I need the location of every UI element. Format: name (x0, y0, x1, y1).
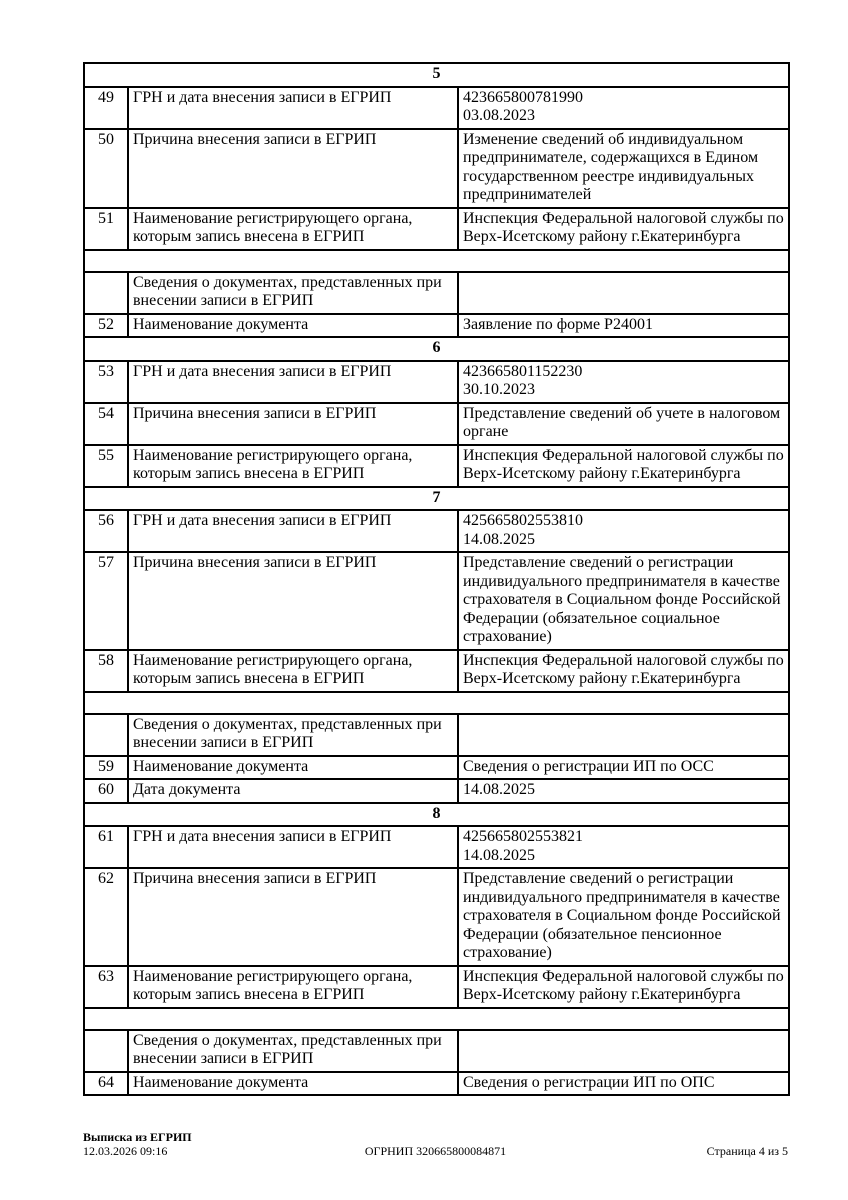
field-value-line: 14.08.2025 (463, 846, 535, 864)
egrip-records-table (83, 62, 790, 1096)
field-value-line: 14.08.2025 (463, 530, 535, 548)
field-value-line: Представление сведений о регистрации индивидуального предпринимателя в качестве страхователя в Социальном фонде Российской Федерации (обязательное социальное страхование) (463, 554, 781, 645)
record-row (84, 361, 789, 403)
field-value-cell (458, 756, 789, 780)
record-row (84, 868, 789, 966)
field-value-cell (458, 314, 789, 338)
field-value-cell (458, 129, 789, 208)
field-label-cell: Наименование документа (128, 756, 458, 780)
empty-value-cell (458, 1030, 789, 1072)
field-value-line: Представление сведений о регистрации индивидуального предпринимателя в качестве страхователя в Социальном фонде Российской Федерации (обязательное пенсионное страхование) (463, 870, 781, 961)
spacer-cell (84, 692, 789, 714)
field-label-cell: Дата документа (128, 779, 458, 803)
record-row (84, 445, 789, 487)
footer-datetime: 12.03.2026 09:16 (83, 1143, 168, 1158)
field-value-line: Сведения о регистрации ИП по ОПС (463, 1073, 715, 1091)
record-row (84, 966, 789, 1008)
egrip-table-body (84, 63, 789, 1095)
row-number-cell (84, 272, 128, 314)
row-number-cell: 54 (84, 403, 128, 445)
field-value-cell (458, 445, 789, 487)
field-label-cell: Причина внесения записи в ЕГРИП (128, 129, 458, 208)
footer-doc-type: Выписка из ЕГРИП (83, 1130, 192, 1144)
section-header-row (84, 63, 789, 87)
record-row (84, 314, 789, 338)
field-value-cell (458, 552, 789, 650)
field-value-line: Инспекция Федеральной налоговой службы по Верх-Исетскому району г.Екатеринбурга (463, 446, 784, 482)
section-header-row (84, 487, 789, 511)
subheader-label-cell: Сведения о документах, представленных при внесении записи в ЕГРИП (128, 714, 458, 756)
field-value-line: 425665802553810 (463, 512, 583, 529)
record-row (84, 756, 789, 780)
field-label-cell: Причина внесения записи в ЕГРИП (128, 403, 458, 445)
row-number-cell (84, 1030, 128, 1072)
field-label-cell: Причина внесения записи в ЕГРИП (128, 868, 458, 966)
row-number-cell: 57 (84, 552, 128, 650)
record-row (84, 826, 789, 868)
field-value-cell (458, 403, 789, 445)
record-row (84, 779, 789, 803)
field-value-line: 30.10.2023 (463, 381, 535, 398)
empty-value-cell (458, 714, 789, 756)
field-value-line: 425665802553821 (463, 828, 583, 845)
field-value-cell (458, 650, 789, 692)
field-label-cell: Причина внесения записи в ЕГРИП (128, 552, 458, 650)
subheader-label-cell: Сведения о документах, представленных при внесении записи в ЕГРИП (128, 1030, 458, 1072)
record-row (84, 87, 789, 129)
field-value-line: 03.08.2023 (463, 107, 535, 124)
record-row (84, 208, 789, 250)
field-value-line: Изменение сведений об индивидуальном предпринимателе, содержащихся в Едином государственном реестре индивидуальных предпринимателей (463, 130, 759, 203)
section-number: 8 (84, 803, 789, 827)
field-value-cell (458, 208, 789, 250)
row-number-cell: 63 (84, 966, 128, 1008)
field-value-line: Заявление по форме Р24001 (463, 315, 653, 333)
section-number: 6 (84, 337, 789, 361)
row-number-cell: 61 (84, 826, 128, 868)
section-number: 5 (84, 63, 789, 87)
section-header-row (84, 803, 789, 827)
spacer-cell (84, 1008, 789, 1030)
row-number-cell: 60 (84, 779, 128, 803)
field-value-cell (458, 1072, 789, 1096)
field-value-line: 423665801152230 (463, 362, 583, 380)
field-value-cell (458, 361, 789, 403)
empty-value-cell (458, 272, 789, 314)
field-value-line: Инспекция Федеральной налоговой службы по Верх-Исетскому району г.Екатеринбурга (463, 967, 784, 1003)
spacer-cell (84, 250, 789, 272)
spacer-row (84, 692, 789, 714)
row-number-cell: 58 (84, 650, 128, 692)
field-label-cell: ГРН и дата внесения записи в ЕГРИП (128, 87, 458, 129)
row-number-cell: 56 (84, 510, 128, 552)
record-row (84, 510, 789, 552)
field-value-cell (458, 966, 789, 1008)
field-value-line: Сведения о регистрации ИП по ОСС (463, 757, 714, 775)
row-number-cell: 49 (84, 87, 128, 129)
documents-subheader-row (84, 714, 789, 756)
record-row (84, 552, 789, 650)
field-value-line: Инспекция Федеральной налоговой службы по Верх-Исетскому району г.Екатеринбурга (463, 651, 784, 687)
row-number-cell: 52 (84, 314, 128, 338)
row-number-cell: 59 (84, 756, 128, 780)
row-number-cell (84, 714, 128, 756)
field-value-line: Инспекция Федеральной налоговой службы по Верх-Исетскому району г.Екатеринбурга (463, 209, 784, 245)
record-row (84, 403, 789, 445)
field-label-cell: Наименование регистрирующего органа, которым запись внесена в ЕГРИП (128, 966, 458, 1008)
subheader-label-cell: Сведения о документах, представленных при внесении записи в ЕГРИП (128, 272, 458, 314)
field-value-cell (458, 826, 789, 868)
row-number-cell: 50 (84, 129, 128, 208)
field-label-cell: ГРН и дата внесения записи в ЕГРИП (128, 826, 458, 868)
field-value-cell (458, 87, 789, 129)
field-label-cell: Наименование регистрирующего органа, которым запись внесена в ЕГРИП (128, 208, 458, 250)
field-label-cell: ГРН и дата внесения записи в ЕГРИП (128, 361, 458, 403)
field-value-line: Представление сведений об учете в налоговом органе (463, 404, 781, 440)
documents-subheader-row (84, 1030, 789, 1072)
spacer-row (84, 1008, 789, 1030)
footer-ogrnip: ОГРНИП 320665800084871 (364, 1143, 507, 1158)
field-value-cell (458, 868, 789, 966)
section-header-row (84, 337, 789, 361)
record-row (84, 1072, 789, 1096)
field-label-cell: Наименование регистрирующего органа, которым запись внесена в ЕГРИП (128, 445, 458, 487)
row-number-cell: 62 (84, 868, 128, 966)
spacer-row (84, 250, 789, 272)
row-number-cell: 55 (84, 445, 128, 487)
row-number-cell: 51 (84, 208, 128, 250)
row-number-cell: 53 (84, 361, 128, 403)
field-label-cell: Наименование документа (128, 1072, 458, 1096)
row-number-cell: 64 (84, 1072, 128, 1096)
field-label-cell: ГРН и дата внесения записи в ЕГРИП (128, 510, 458, 552)
record-row (84, 129, 789, 208)
field-value-cell (458, 510, 789, 552)
field-value-cell (458, 779, 789, 803)
field-label-cell: Наименование регистрирующего органа, которым запись внесена в ЕГРИП (128, 650, 458, 692)
footer-page-info: Страница 4 из 5 (706, 1143, 788, 1158)
field-value-line: 423665800781990 (463, 88, 583, 106)
record-row (84, 650, 789, 692)
field-label-cell: Наименование документа (128, 314, 458, 338)
documents-subheader-row (84, 272, 789, 314)
section-number: 7 (84, 487, 789, 511)
field-value-line: 14.08.2025 (463, 781, 535, 798)
